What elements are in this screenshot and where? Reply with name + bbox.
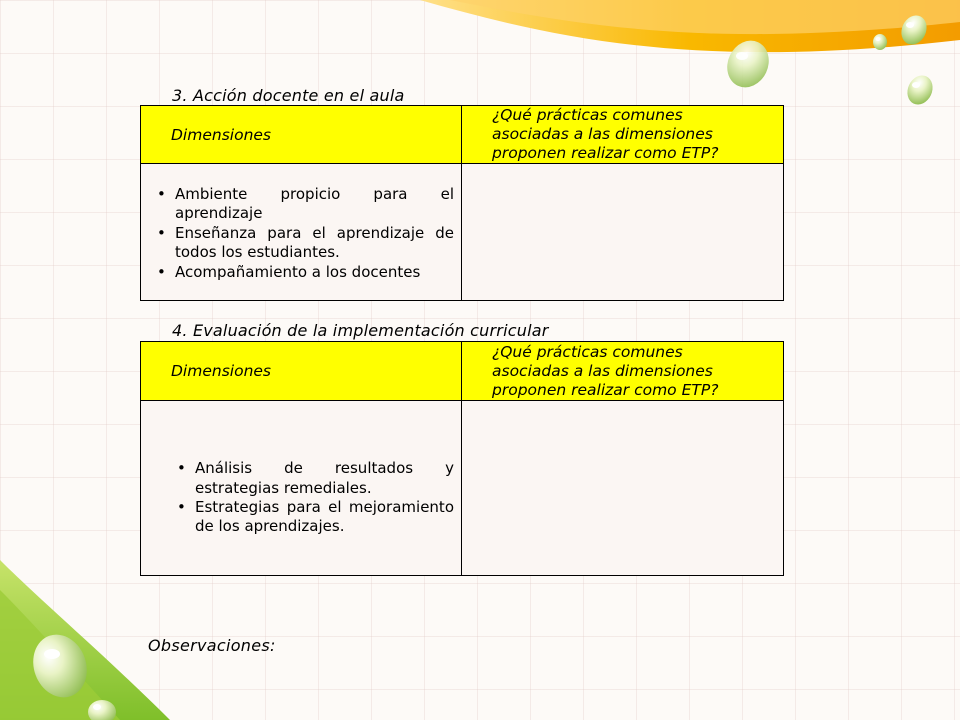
section-heading: 4. Evaluación de la implementación curricular [172,321,549,340]
dimensions-table [140,341,784,576]
question-header [462,106,784,164]
observations-label: Observaciones: [148,636,276,655]
water-drop-icon [903,71,937,108]
dimensions-list [149,185,454,282]
dimensions-list [169,459,454,537]
list-item: • Ambiente propicio para el aprendizaje [149,185,454,224]
list-item: • Acompañamiento a los docentes [149,263,454,282]
dimensions-header [141,342,462,401]
list-item: • Enseñanza para el aprendizaje de todos los estudiantes. [149,224,454,263]
answer-cell[interactable] [462,164,784,301]
dimensions-label: Dimensiones [171,362,272,380]
question-line: proponen realizar como ETP? [492,380,719,399]
question-header [462,342,784,401]
dimensions-label: Dimensiones [171,125,272,144]
section-heading: 3. Acción docente en el aula [172,86,405,105]
list-item: • Análisis de resultados y estrategias remediales. [169,459,454,498]
question-line: proponen realizar como ETP? [492,144,719,162]
question-line: asociadas a las dimensiones [492,361,713,380]
dimensions-header [141,106,462,164]
question-line: ¿Qué prácticas comunes [492,106,683,124]
list-item: • Estrategias para el mejoramiento de los aprendizajes. [169,498,454,537]
dimensions-list-cell [141,164,462,301]
answer-cell[interactable] [462,401,784,576]
water-drop-icon [873,34,887,50]
question-line: ¿Qué prácticas comunes [492,342,683,361]
dimensions-table [140,105,784,301]
dimensions-list-cell [141,401,462,576]
question-line: asociadas a las dimensiones [492,125,713,143]
